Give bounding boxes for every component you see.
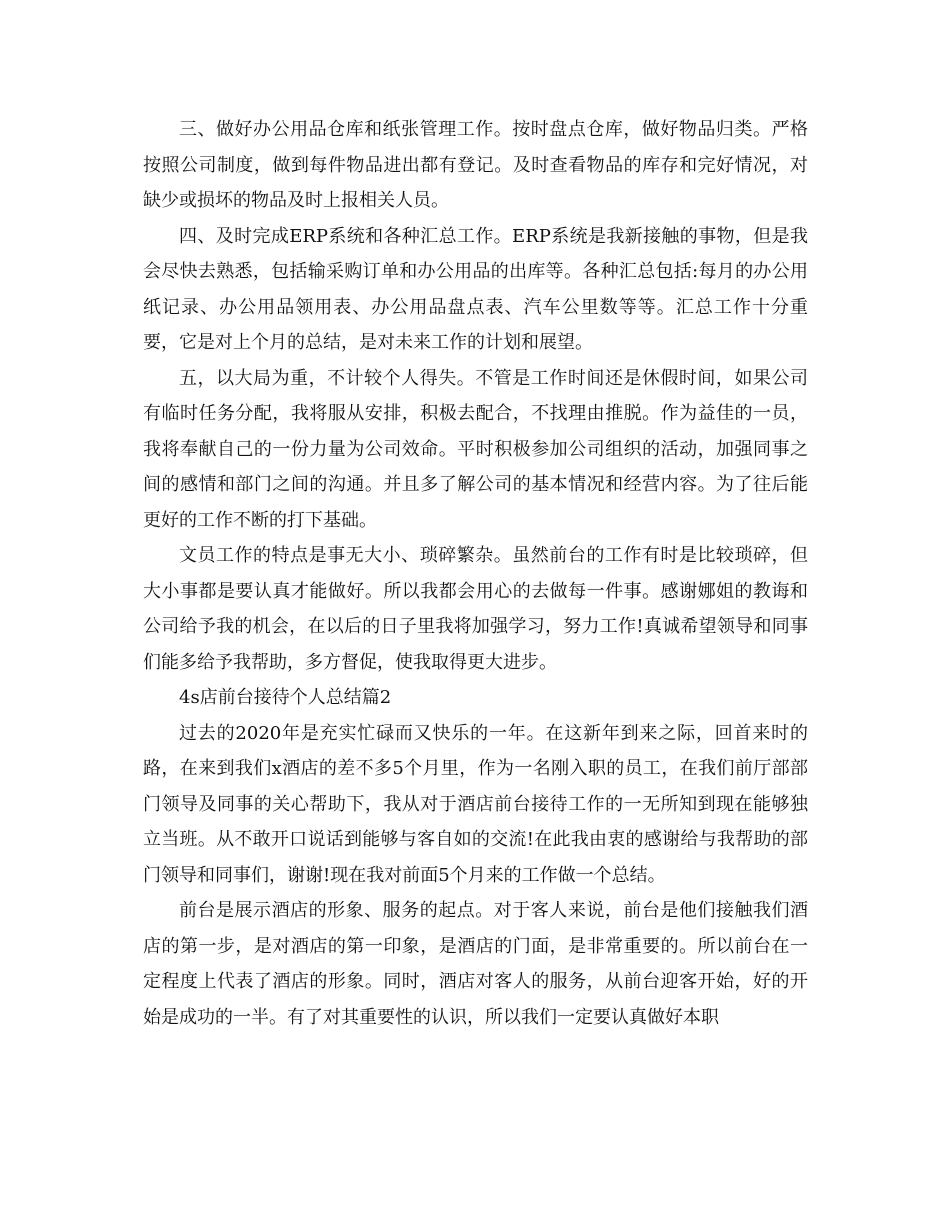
paragraph-office-supplies: 三、做好办公用品仓库和纸张管理工作。按时盘点仓库，做好物品归类。严格按照公司制度，做到每件物品进出都有登记。及时查看物品的库存和完好情况，对缺少或损坏的物品及时上报相关人员。 xyxy=(143,119,808,211)
document-body xyxy=(143,112,808,1035)
section-title: 4s店前台接待个人总结篇2 xyxy=(179,687,392,708)
paragraph-past-year: 过去的2020年是充实忙碌而又快乐的一年。在这新年到来之际，回首来时的路，在来到我们x酒店的差不多5个月里，作为一名刚入职的员工，在我们前厅部部门领导及同事的关心帮助下，我从对于酒店前台接待工作的一无所知到现在能够独立当班。从不敢开口说话到能够与客自如的交流!在此我由衷的感谢给与我帮助的部门领导和同事们，谢谢!现在我对前面5个月来的工作做一个总结。 xyxy=(143,722,808,886)
paragraph-front-desk: 前台是展示酒店的形象、服务的起点。对于客人来说，前台是他们接触我们酒店的第一步，是对酒店的第一印象，是酒店的门面，是非常重要的。所以前台在一定程度上代表了酒店的形象。同时，酒店对客人的服务，从前台迎客开始，好的开始是成功的一半。有了对其重要性的认识，所以我们一定要认真做好本职 xyxy=(143,900,808,1028)
paragraph-clerk-work: 文员工作的特点是事无大小、琐碎繁杂。虽然前台的工作有时是比较琐碎，但大小事都是要认真才能做好。所以我都会用心的去做每一件事。感谢娜姐的教诲和公司给予我的机会，在以后的日子里我将加强学习，努力工作!真诚希望领导和同事们能多给予我帮助，多方督促，使我取得更大进步。 xyxy=(143,545,808,673)
paragraph-erp-system: 四、及时完成ERP系统和各种汇总工作。ERP系统是我新接触的事物，但是我会尽快去熟悉，包括输采购订单和办公用品的出库等。各种汇总包括:每月的办公用纸记录、办公用品领用表、办公用品盘点表、汽车公里数等等。汇总工作十分重要，它是对上个月的总结，是对未来工作的计划和展望。 xyxy=(143,225,808,353)
paragraph-overall-situation: 五，以大局为重，不计较个人得失。不管是工作时间还是休假时间，如果公司有临时任务分配，我将服从安排，积极去配合，不找理由推脱。作为益佳的一员，我将奉献自己的一份力量为公司效命。平时积极参加公司组织的活动，加强同事之间的感情和部门之间的沟通。并且多了解公司的基本情况和经营内容。为了往后能更好的工作不断的打下基础。 xyxy=(143,367,808,531)
